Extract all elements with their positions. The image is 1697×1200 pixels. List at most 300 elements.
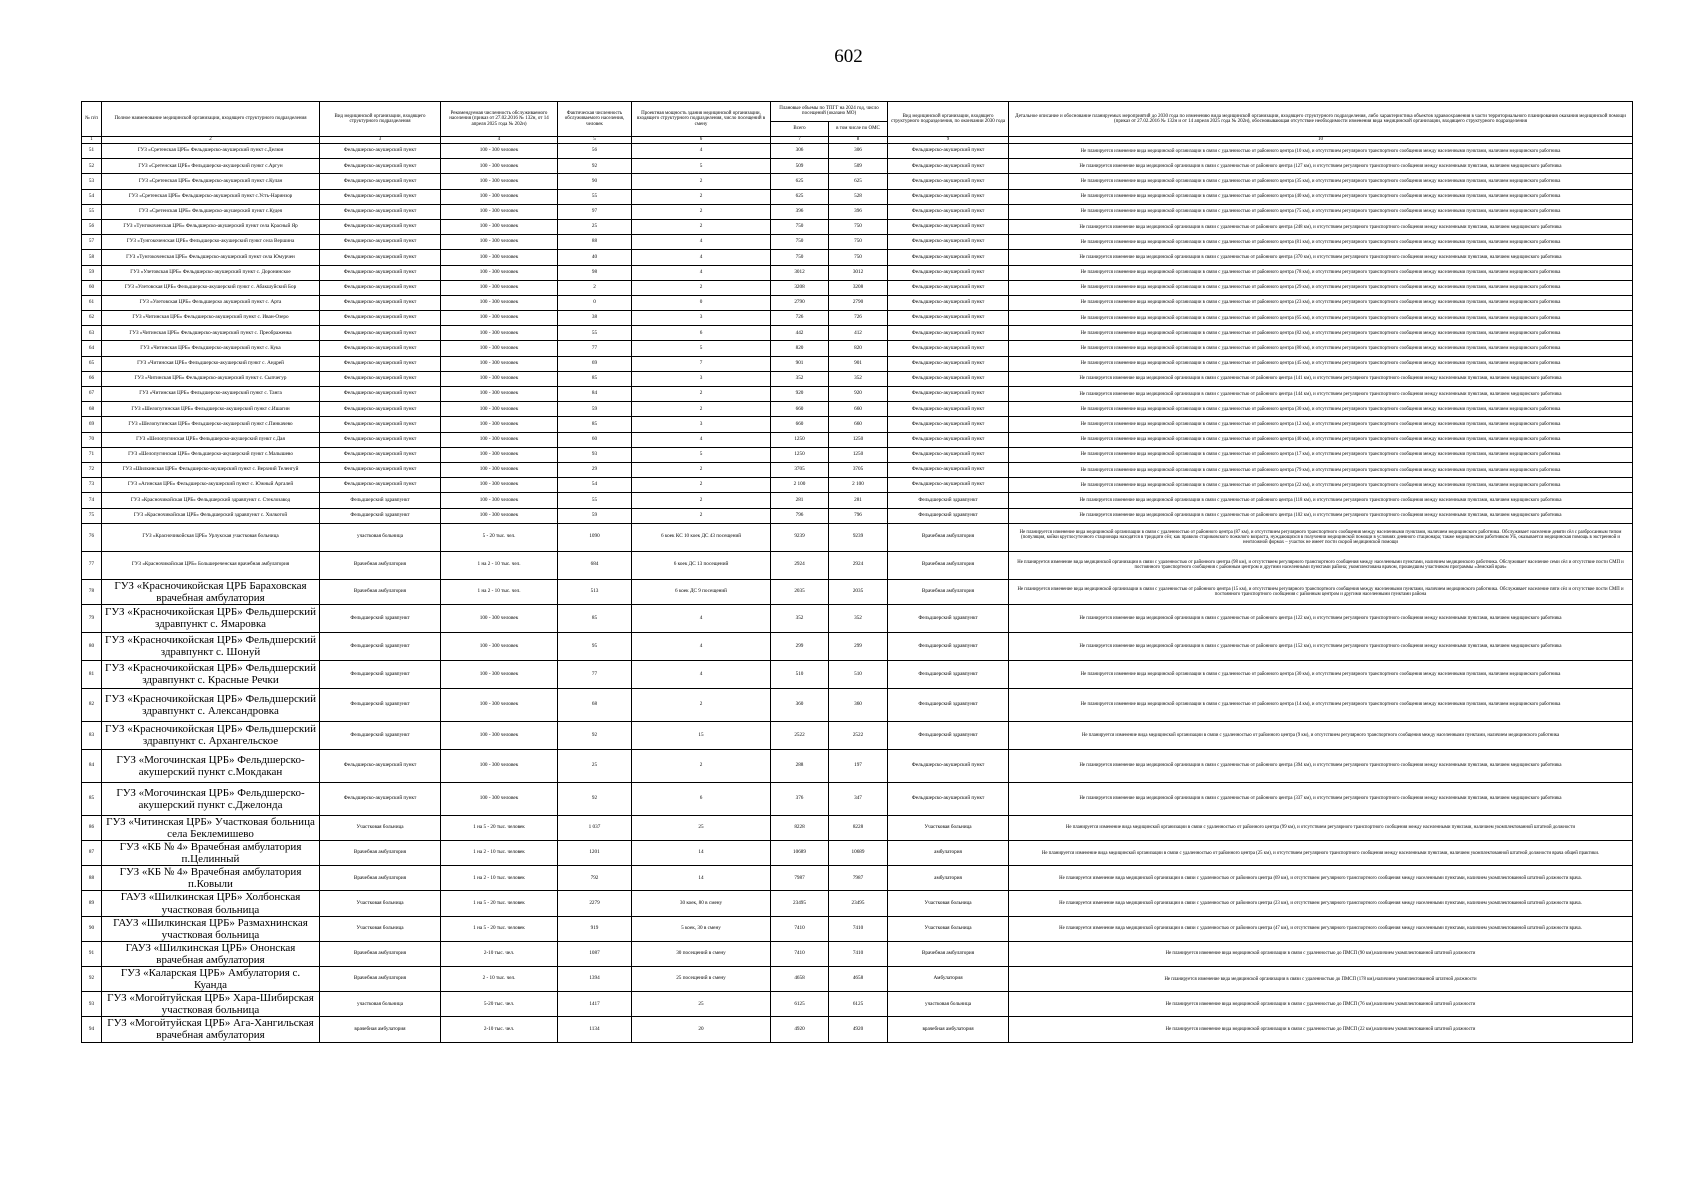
column-index: 8: [829, 137, 888, 144]
description: Не планируется изменение вида медицинской организации в связи с удаленностью от районного центра (122 км), и отсутствием регулярного транспортного сообщения между населенными пунктами, наличием медицинского работника: [1009, 604, 1633, 632]
description: Не планируется изменение вида медицинской организации в связи с удаленностью от районного центра (35 км), и отсутствием регулярного транспортного сообщения между населенными пунктами, наличием медицинского работника: [1009, 174, 1633, 189]
actual-population: 55: [558, 189, 632, 204]
future-facility-type: Фельдшерско-акушерский пункт: [888, 782, 1009, 815]
description: Не планируется изменение вида медицинской организации в связи с удаленностью от районного центра (29 км), и отсутствием регулярного транспортного сообщения между населенными пунктами, наличием медицинского работника: [1009, 280, 1633, 295]
actual-population: 513: [558, 579, 632, 604]
planned-visits-oms: 306: [829, 144, 888, 159]
planned-visits-oms: 3208: [829, 280, 888, 295]
description: Не планируется изменение вида медицинской организации в связи с удаленностью от районного центра (25 км), и отсутствием регулярного транспортного сообщения между населенными пунктами, наличием укомплектованной штатной должности врача общей практики.: [1009, 841, 1633, 866]
design-capacity: 6 коек ДС 13 посещений: [632, 551, 771, 579]
table-row: [82, 462, 1633, 477]
facility-name: ГУЗ «Читинская ЦРБ» Фельдшерско-акушерский пункт с. Танга: [102, 387, 320, 402]
planned-visits-total: 3012: [771, 265, 829, 280]
row-number: 81: [82, 660, 102, 688]
recommended-population: 100 - 300 человек: [441, 174, 558, 189]
table-row: [82, 204, 1633, 219]
column-index: 3: [320, 137, 441, 144]
recommended-population: 1 на 5 - 20 тыс. человек: [441, 815, 558, 840]
table-row: [82, 660, 1633, 688]
row-number: 83: [82, 721, 102, 749]
planned-visits-oms: 528: [829, 189, 888, 204]
actual-population: 95: [558, 632, 632, 660]
recommended-population: 100 - 300 человек: [441, 447, 558, 462]
planned-visits-total: 7987: [771, 866, 829, 891]
design-capacity: 7: [632, 356, 771, 371]
column-index: 1: [82, 137, 102, 144]
planned-visits-oms: 660: [829, 402, 888, 417]
recommended-population: 100 - 300 человек: [441, 265, 558, 280]
planned-visits-oms: 197: [829, 749, 888, 782]
design-capacity: 2: [632, 508, 771, 523]
future-facility-type: Фельдшерско-акушерский пункт: [888, 371, 1009, 386]
future-facility-type: Фельдшерско-акушерский пункт: [888, 432, 1009, 447]
actual-population: 84: [558, 387, 632, 402]
table-row: [82, 721, 1633, 749]
header-future-type: Вид медицинской организации, входящего структурного подразделения, по окончании 2030 года: [888, 102, 1009, 137]
table-row: [82, 341, 1633, 356]
design-capacity: 3: [632, 371, 771, 386]
planned-visits-oms: 7410: [829, 916, 888, 941]
facility-name: ГУЗ «Читинская ЦРБ» Фельдшерско-акушерский пункт с. Андрей: [102, 356, 320, 371]
facility-type: Участковая больница: [320, 891, 441, 916]
design-capacity: 5: [632, 447, 771, 462]
planned-visits-total: 796: [771, 508, 829, 523]
facility-name: ГАУЗ «Шилкинская ЦРБ» Размахнинская участковая больница: [102, 916, 320, 941]
planned-visits-total: 396: [771, 204, 829, 219]
table-row: [82, 280, 1633, 295]
facility-type: Участковая больница: [320, 815, 441, 840]
table-row: [82, 250, 1633, 265]
facility-type: Врачебная амбулатория: [320, 551, 441, 579]
actual-population: 919: [558, 916, 632, 941]
future-facility-type: Фельдшерско-акушерский пункт: [888, 447, 1009, 462]
description: Не планируется изменение вида медицинской организации в связи с удаленностью от районного центра (23 км), и отсутствием регулярного транспортного сообщения между населенными пунктами, наличием укомплектованной штатной должности врача.: [1009, 891, 1633, 916]
facility-type: Фельдшерско-акушерский пункт: [320, 189, 441, 204]
row-number: 71: [82, 447, 102, 462]
future-facility-type: Фельдшерско-акушерский пункт: [888, 341, 1009, 356]
design-capacity: 6 коек КС 10 коек ДС 43 посещений: [632, 523, 771, 551]
recommended-population: 100 - 300 человек: [441, 280, 558, 295]
table-row: [82, 478, 1633, 493]
table-row: [82, 992, 1633, 1017]
facility-type: Фельдшерско-акушерский пункт: [320, 326, 441, 341]
planned-visits-oms: 7410: [829, 941, 888, 966]
table-row: [82, 402, 1633, 417]
header-number: № п/п: [82, 102, 102, 137]
planned-visits-total: 288: [771, 749, 829, 782]
table-row: [82, 841, 1633, 866]
actual-population: 25: [558, 219, 632, 234]
design-capacity: 25: [632, 815, 771, 840]
design-capacity: 2: [632, 280, 771, 295]
facility-name: ГУЗ «Тунгокоченская ЦРБ» Фельдшерско-акушерский пункт села Вершина: [102, 235, 320, 250]
recommended-population: 100 - 300 человек: [441, 493, 558, 508]
description: Не планируется изменение вида медицинской организации в связи с удаленностью от районного центра (118 км), и отсутствием регулярного транспортного сообщения между населенными пунктами, наличием медицинского работника: [1009, 493, 1633, 508]
row-number: 92: [82, 967, 102, 992]
table-row: [82, 311, 1633, 326]
future-facility-type: Врачебная амбулатория: [888, 523, 1009, 551]
planned-visits-total: 4658: [771, 967, 829, 992]
actual-population: 59: [558, 508, 632, 523]
row-number: 55: [82, 204, 102, 219]
design-capacity: 6 коек ДС 9 посещений: [632, 579, 771, 604]
design-capacity: 4: [632, 660, 771, 688]
future-facility-type: Фельдшерско-акушерский пункт: [888, 144, 1009, 159]
planned-visits-oms: 352: [829, 371, 888, 386]
description: Не планируется изменение вида медицинской организации в связи с удаленностью от районного центра (82 км), и отсутствием регулярного транспортного сообщения между населенными пунктами, наличием медицинского работника: [1009, 326, 1633, 341]
facility-type: Фельдшерско-акушерский пункт: [320, 447, 441, 462]
column-index: 4: [441, 137, 558, 144]
table-row: [82, 265, 1633, 280]
recommended-population: 2 - 10 тыс. чел.: [441, 967, 558, 992]
planned-visits-total: 10689: [771, 841, 829, 866]
actual-population: 54: [558, 478, 632, 493]
planned-visits-oms: 820: [829, 341, 888, 356]
row-number: 64: [82, 341, 102, 356]
row-number: 73: [82, 478, 102, 493]
table-row: [82, 144, 1633, 159]
facility-type: Фельдшерский здравпункт: [320, 660, 441, 688]
actual-population: 77: [558, 341, 632, 356]
facility-name: ГУЗ «Красночикойская ЦРБ» Фельдшерский здравпункт с. Красные Речки: [102, 660, 320, 688]
description: Не планируется изменение вида медицинской организации в связи с удаленностью от районного центра (9 км), и отсутствием регулярного транспортного сообщения между населенными пунктами, наличием медицинского работника: [1009, 721, 1633, 749]
future-facility-type: Фельдшерско-акушерский пункт: [888, 174, 1009, 189]
design-capacity: 2: [632, 749, 771, 782]
table-row: [82, 295, 1633, 310]
future-facility-type: амбулатория: [888, 841, 1009, 866]
future-facility-type: врачебная амбулатория: [888, 1017, 1009, 1042]
future-facility-type: Фельдшерский здравпункт: [888, 632, 1009, 660]
planned-visits-oms: 23495: [829, 891, 888, 916]
facility-name: ГУЗ «Тунгокоченская ЦРБ» Фельдшерско-акушерский пункт села Юмурчен: [102, 250, 320, 265]
description: Не планируется изменение вида медицинской организации в связи с удаленностью до ПМСП (76 км),наличием укомплектованной штатной должности: [1009, 992, 1633, 1017]
facility-type: Фельдшерско-акушерский пункт: [320, 356, 441, 371]
design-capacity: 5: [632, 159, 771, 174]
actual-population: 69: [558, 356, 632, 371]
row-number: 72: [82, 462, 102, 477]
actual-population: 25: [558, 749, 632, 782]
planned-visits-total: 352: [771, 371, 829, 386]
row-number: 70: [82, 432, 102, 447]
design-capacity: 2: [632, 387, 771, 402]
description: Не планируется изменение вида медицинской организации в связи с удаленностью от районного центра (12 км), и отсутствием регулярного транспортного сообщения между населенными пунктами, наличием медицинского работника: [1009, 417, 1633, 432]
planned-visits-oms: 750: [829, 235, 888, 250]
recommended-population: 100 - 300 человек: [441, 432, 558, 447]
facility-name: ГУЗ «КБ № 4» Врачебная амбулатория п.Целинный: [102, 841, 320, 866]
facility-type: участковая больница: [320, 523, 441, 551]
table-row: [82, 432, 1633, 447]
actual-population: 2279: [558, 891, 632, 916]
row-number: 59: [82, 265, 102, 280]
description: Не планируется изменение вида медицинской организации в связи с удаленностью от районного центра (99 км), и отсутствием регулярного транспортного сообщения между населенными пунктами, наличием укомплектованной штатной должности: [1009, 815, 1633, 840]
facility-type: Фельдшерско-акушерский пункт: [320, 749, 441, 782]
table-row: [82, 941, 1633, 966]
planned-visits-total: 820: [771, 341, 829, 356]
row-number: 65: [82, 356, 102, 371]
recommended-population: 100 - 300 человек: [441, 749, 558, 782]
design-capacity: 2: [632, 219, 771, 234]
actual-population: 92: [558, 782, 632, 815]
row-number: 93: [82, 992, 102, 1017]
future-facility-type: Фельдшерско-акушерский пункт: [888, 204, 1009, 219]
row-number: 77: [82, 551, 102, 579]
description: Не планируется изменение вида медицинской организации в связи с удаленностью от районного центра (65 км), и отсутствием регулярного транспортного сообщения между населенными пунктами, наличием медицинского работника: [1009, 311, 1633, 326]
facility-name: ГУЗ «Сретенская ЦРБ» Фельдшерско-акушерский пункт с.Делюн: [102, 144, 320, 159]
column-index: 2: [102, 137, 320, 144]
planned-visits-total: 4920: [771, 1017, 829, 1042]
column-index: 6: [632, 137, 771, 144]
facility-name: ГУЗ «Сретенская ЦРБ» Фельдшерско-акушерский пункт с.Усть-Наринзор: [102, 189, 320, 204]
facility-type: Врачебная амбулатория: [320, 841, 441, 866]
facility-name: ГУЗ «Читинская ЦРБ» Участковая больница села Беклемишево: [102, 815, 320, 840]
description: Не планируется изменение вида медицинской организации в связи с удаленностью от районного центра (370 км), и отсутствием регулярного транспортного сообщения между населенными пунктами, наличием медицинского работника: [1009, 250, 1633, 265]
actual-population: 0: [558, 295, 632, 310]
facility-type: Врачебная амбулатория: [320, 866, 441, 891]
future-facility-type: Участковая больница: [888, 891, 1009, 916]
header-total: Всего: [771, 121, 829, 136]
future-facility-type: Фельдшерско-акушерский пункт: [888, 250, 1009, 265]
facility-name: ГУЗ «Красночикойская ЦРБ Бараховская врачебная амбулатория: [102, 579, 320, 604]
future-facility-type: Фельдшерско-акушерский пункт: [888, 478, 1009, 493]
facility-name: ГУЗ «Красночикойская ЦРБ» Фельдшерский здравпункт с. Хилкотой: [102, 508, 320, 523]
table-row: [82, 189, 1633, 204]
facility-type: Фельдшерско-акушерский пункт: [320, 250, 441, 265]
recommended-population: 100 - 300 человек: [441, 371, 558, 386]
planned-visits-oms: 660: [829, 417, 888, 432]
facility-name: ГАУЗ «Шилкинская ЦРБ» Холбонская участковая больница: [102, 891, 320, 916]
actual-population: 93: [558, 447, 632, 462]
planned-visits-oms: 1250: [829, 447, 888, 462]
planned-visits-total: 306: [771, 144, 829, 159]
recommended-population: 2-10 тыс. чел.: [441, 941, 558, 966]
description: Не планируется изменение вида медицинской организации в связи с удаленностью от районного центра (81 км), и отсутствием регулярного транспортного сообщения между населенными пунктами, наличием медицинского работника: [1009, 235, 1633, 250]
design-capacity: 4: [632, 250, 771, 265]
future-facility-type: Амбулатория: [888, 967, 1009, 992]
design-capacity: 15: [632, 721, 771, 749]
row-number: 90: [82, 916, 102, 941]
planned-visits-oms: 920: [829, 387, 888, 402]
facility-type: Фельдшерско-акушерский пункт: [320, 235, 441, 250]
design-capacity: 2: [632, 402, 771, 417]
facility-name: ГУЗ «Шилкинская ЦРБ» Фельдшерско-акушерский пункт с. Верхний Теленгуй: [102, 462, 320, 477]
recommended-population: 100 - 300 человек: [441, 189, 558, 204]
header-name: Полное наименование медицинской организации, входящего структурного подразделения: [102, 102, 320, 137]
design-capacity: 2: [632, 688, 771, 721]
description: Не планируется изменение вида медицинской организации в связи с удаленностью от районного центра (87 км), и отсутствием регулярного транспортного сообщения между населенными пунктами, наличием медицинского работника. Обслуживает население девяти сёл с разбросанным типом (популяция, койки круглосуточного стационара находятся в тридцати сёл; как правило стариковского пожилого возраста, нуждающихся в получении медицинской помощи в условиях дневного стационара; также медицинским работником УБ, оказывается медицинская помощь в экстренной и неотложной формах – участок не имеет пости скорой медицинской помощи: [1009, 523, 1633, 551]
planned-visits-oms: 510: [829, 660, 888, 688]
recommended-population: 100 - 300 человек: [441, 144, 558, 159]
planned-visits-total: 750: [771, 235, 829, 250]
design-capacity: 4: [632, 432, 771, 447]
actual-population: 1394: [558, 967, 632, 992]
header-recommended: Рекомендуемая численность обслуживаемого населения (приказ от 27.02.2016 № 132н, от 14 апреля 2025 года № 202н): [441, 102, 558, 137]
description: Не планируется изменение вида медицинской организации в связи с удаленностью от районного центра (141 км), и отсутствием регулярного транспортного сообщения между населенными пунктами, наличием медицинского работника: [1009, 371, 1633, 386]
description: Не планируется изменение вида медицинской организации в связи с удаленностью от районного центра (23 км), и отсутствием регулярного транспортного сообщения между населенными пунктами, наличием медицинского работника: [1009, 295, 1633, 310]
table-row: [82, 1017, 1633, 1042]
column-index: 7: [771, 137, 829, 144]
design-capacity: 4: [632, 265, 771, 280]
recommended-population: 100 - 300 человек: [441, 478, 558, 493]
future-facility-type: амбулатория: [888, 866, 1009, 891]
table-row: [82, 632, 1633, 660]
planned-visits-total: 750: [771, 219, 829, 234]
table-row: [82, 326, 1633, 341]
planned-visits-total: 750: [771, 250, 829, 265]
design-capacity: 2: [632, 478, 771, 493]
design-capacity: 4: [632, 604, 771, 632]
row-number: 87: [82, 841, 102, 866]
planned-visits-oms: 750: [829, 219, 888, 234]
design-capacity: 3: [632, 311, 771, 326]
future-facility-type: Фельдшерский здравпункт: [888, 604, 1009, 632]
planned-visits-oms: 4658: [829, 967, 888, 992]
facility-type: Фельдшерско-акушерский пункт: [320, 432, 441, 447]
future-facility-type: Фельдшерско-акушерский пункт: [888, 265, 1009, 280]
header-capacity: Проектная мощность здания медицинской организации, входящего структурного подразделения, число посещений в смену: [632, 102, 771, 137]
description: Не планируется изменение вида медицинской организации в связи с удаленностью до ПМСП (178 км),наличием укомплектованной штатной должности: [1009, 967, 1633, 992]
planned-visits-total: 299: [771, 632, 829, 660]
description: Не планируется изменение вида медицинской организации в связи с удаленностью до ПМСП (90 км),наличием укомплектованной штатной должности: [1009, 941, 1633, 966]
table-row: [82, 579, 1633, 604]
planned-visits-total: 3705: [771, 462, 829, 477]
table-row: [82, 815, 1633, 840]
future-facility-type: Фельдшерско-акушерский пункт: [888, 402, 1009, 417]
future-facility-type: Фельдшерско-акушерский пункт: [888, 417, 1009, 432]
table-row: [82, 219, 1633, 234]
table-row: [82, 493, 1633, 508]
planned-visits-oms: 3705: [829, 462, 888, 477]
recommended-population: 1 на 2 - 10 тыс. человек: [441, 866, 558, 891]
planned-visits-oms: 347: [829, 782, 888, 815]
recommended-population: 5 - 20 тыс. чел.: [441, 523, 558, 551]
facility-name: ГУЗ «Улетовская ЦРБ» Фельдшерско акушерский пункт с. Арта: [102, 295, 320, 310]
header-actual: Фактическая численность обслуживаемого населения, человек: [558, 102, 632, 137]
design-capacity: 5 коек, 30 в смену: [632, 916, 771, 941]
future-facility-type: Врачебная амбулатория: [888, 941, 1009, 966]
description: Не планируется изменение вида медицинской организации в связи с удаленностью от районного центра (22 км), и отсутствием регулярного транспортного сообщения между населенными пунктами, наличием медицинского работника: [1009, 478, 1633, 493]
future-facility-type: Фельдшерско-акушерский пункт: [888, 311, 1009, 326]
recommended-population: 100 - 300 человек: [441, 417, 558, 432]
planned-visits-total: 2924: [771, 551, 829, 579]
recommended-population: 100 - 300 человек: [441, 326, 558, 341]
planned-visits-oms: 726: [829, 311, 888, 326]
description: Не планируется изменение вида медицинской организации в связи с удаленностью от районного центра (78 км), и отсутствием регулярного транспортного сообщения между населенными пунктами, наличием медицинского работника: [1009, 265, 1633, 280]
description: Не планируется изменение вида медицинской организации в связи с удаленностью до ПМСП (22 км),наличием укомплектованной штатной должности: [1009, 1017, 1633, 1042]
future-facility-type: Фельдшерско-акушерский пункт: [888, 749, 1009, 782]
facility-type: Фельдшерско-акушерский пункт: [320, 280, 441, 295]
facility-name: ГУЗ «Красночикойская ЦРБ» Урлукская участковая больница: [102, 523, 320, 551]
row-number: 78: [82, 579, 102, 604]
table-row: [82, 387, 1633, 402]
planned-visits-oms: 509: [829, 159, 888, 174]
recommended-population: 100 - 300 человек: [441, 311, 558, 326]
future-facility-type: Фельдшерско-акушерский пункт: [888, 280, 1009, 295]
facility-name: ГУЗ «Красночикойская ЦРБ» Большереченская врачебная амбулатория: [102, 551, 320, 579]
actual-population: 92: [558, 721, 632, 749]
actual-population: 1087: [558, 941, 632, 966]
table-row: [82, 235, 1633, 250]
actual-population: 792: [558, 866, 632, 891]
planned-visits-oms: 4920: [829, 1017, 888, 1042]
facility-type: Участковая больница: [320, 916, 441, 941]
planned-visits-oms: 2522: [829, 721, 888, 749]
description: Не планируется изменение вида медицинской организации в связи с удаленностью от районного центра (30 км), и отсутствием регулярного транспортного сообщения между населенными пунктами, наличием медицинского работника: [1009, 402, 1633, 417]
row-number: 80: [82, 632, 102, 660]
design-capacity: 25: [632, 992, 771, 1017]
future-facility-type: Фельдшерско-акушерский пункт: [888, 356, 1009, 371]
row-number: 63: [82, 326, 102, 341]
facility-name: ГУЗ «Сретенская ЦРБ» Фельдшерско-акушерский пункт с.Аргун: [102, 159, 320, 174]
recommended-population: 100 - 300 человек: [441, 688, 558, 721]
planned-visits-total: 2035: [771, 579, 829, 604]
table-row: [82, 604, 1633, 632]
row-number: 76: [82, 523, 102, 551]
table-row: [82, 174, 1633, 189]
actual-population: 40: [558, 250, 632, 265]
description: Не планируется изменение вида медицинской организации в связи с удаленностью от районного центра (10 км), и отсутствием регулярного транспортного сообщения между населенными пунктами, наличием медицинского работника: [1009, 144, 1633, 159]
actual-population: 1 037: [558, 815, 632, 840]
row-number: 60: [82, 280, 102, 295]
row-number: 88: [82, 866, 102, 891]
header-row: [82, 102, 1633, 122]
design-capacity: 4: [632, 144, 771, 159]
facility-name: ГУЗ «Каларская ЦРБ» Амбулатория с. Куанда: [102, 967, 320, 992]
table-row: [82, 447, 1633, 462]
column-index-row: [82, 137, 1633, 144]
facility-type: Фельдшерско-акушерский пункт: [320, 371, 441, 386]
table-row: [82, 417, 1633, 432]
planned-visits-total: 1250: [771, 447, 829, 462]
table-row: [82, 749, 1633, 782]
facilities-table-wrap: [81, 101, 1632, 1043]
design-capacity: 6: [632, 782, 771, 815]
description: Не планируется изменение вида медицинской организации в связи с удаленностью от районного центра (79 км), и отсутствием регулярного транспортного сообщения между населенными пунктами, наличием медицинского работника: [1009, 462, 1633, 477]
future-facility-type: Фельдшерский здравпункт: [888, 508, 1009, 523]
table-row: [82, 782, 1633, 815]
future-facility-type: Участковая больница: [888, 815, 1009, 840]
row-number: 91: [82, 941, 102, 966]
planned-visits-total: 2790: [771, 295, 829, 310]
recommended-population: 100 - 300 человек: [441, 660, 558, 688]
planned-visits-oms: 2924: [829, 551, 888, 579]
actual-population: 29: [558, 462, 632, 477]
header-oms: в том числе по ОМС: [829, 121, 888, 136]
actual-population: 92: [558, 159, 632, 174]
design-capacity: 5: [632, 341, 771, 356]
actual-population: 59: [558, 402, 632, 417]
future-facility-type: Участковая больница: [888, 916, 1009, 941]
future-facility-type: Врачебная амбулатория: [888, 579, 1009, 604]
design-capacity: 20: [632, 1017, 771, 1042]
future-facility-type: Фельдшерский здравпункт: [888, 660, 1009, 688]
recommended-population: 100 - 300 человек: [441, 295, 558, 310]
facility-type: Фельдшерско-акушерский пункт: [320, 295, 441, 310]
description: Не планируется изменение вида медицинской организации в связи с удаленностью от районного центра (47 км), и отсутствием регулярного транспортного сообщения между населенными пунктами, наличием укомплектованной штатной должности врача.: [1009, 916, 1633, 941]
row-number: 61: [82, 295, 102, 310]
description: Не планируется изменение вида медицинской организации в связи с удаленностью от районного центра (75 км), и отсутствием регулярного транспортного сообщения между населенными пунктами, наличием медицинского работника: [1009, 204, 1633, 219]
planned-visits-oms: 7987: [829, 866, 888, 891]
facility-type: Фельдшерско-акушерский пункт: [320, 402, 441, 417]
planned-visits-total: 2522: [771, 721, 829, 749]
row-number: 69: [82, 417, 102, 432]
facility-type: Врачебная амбулатория: [320, 967, 441, 992]
column-index: 9: [888, 137, 1009, 144]
description: Не планируется изменение вида медицинской организации в связи с удаленностью от районного центра (98 км), и отсутствием регулярного транспортного сообщения между населенными пунктами, наличием медицинского работника. Обслуживает население семи сёл и отсутствие пости СМП и постоянного транспортного сообщения с районным центром и другими населенными пунктами района; укомплектована врачом, прошедшим участником программы «Земский врач»: [1009, 551, 1633, 579]
facility-name: ГУЗ «Шелопугинская ЦРБ» Фельдшерско-акушерский пункт с.Пинкачево: [102, 417, 320, 432]
description: Не планируется изменение вида медицинской организации в связи с удаленностью от районного центра (152 км), и отсутствием регулярного транспортного сообщения между населенными пунктами, наличием медицинского работника: [1009, 632, 1633, 660]
column-index: 10: [1009, 137, 1633, 144]
planned-visits-oms: 1250: [829, 432, 888, 447]
